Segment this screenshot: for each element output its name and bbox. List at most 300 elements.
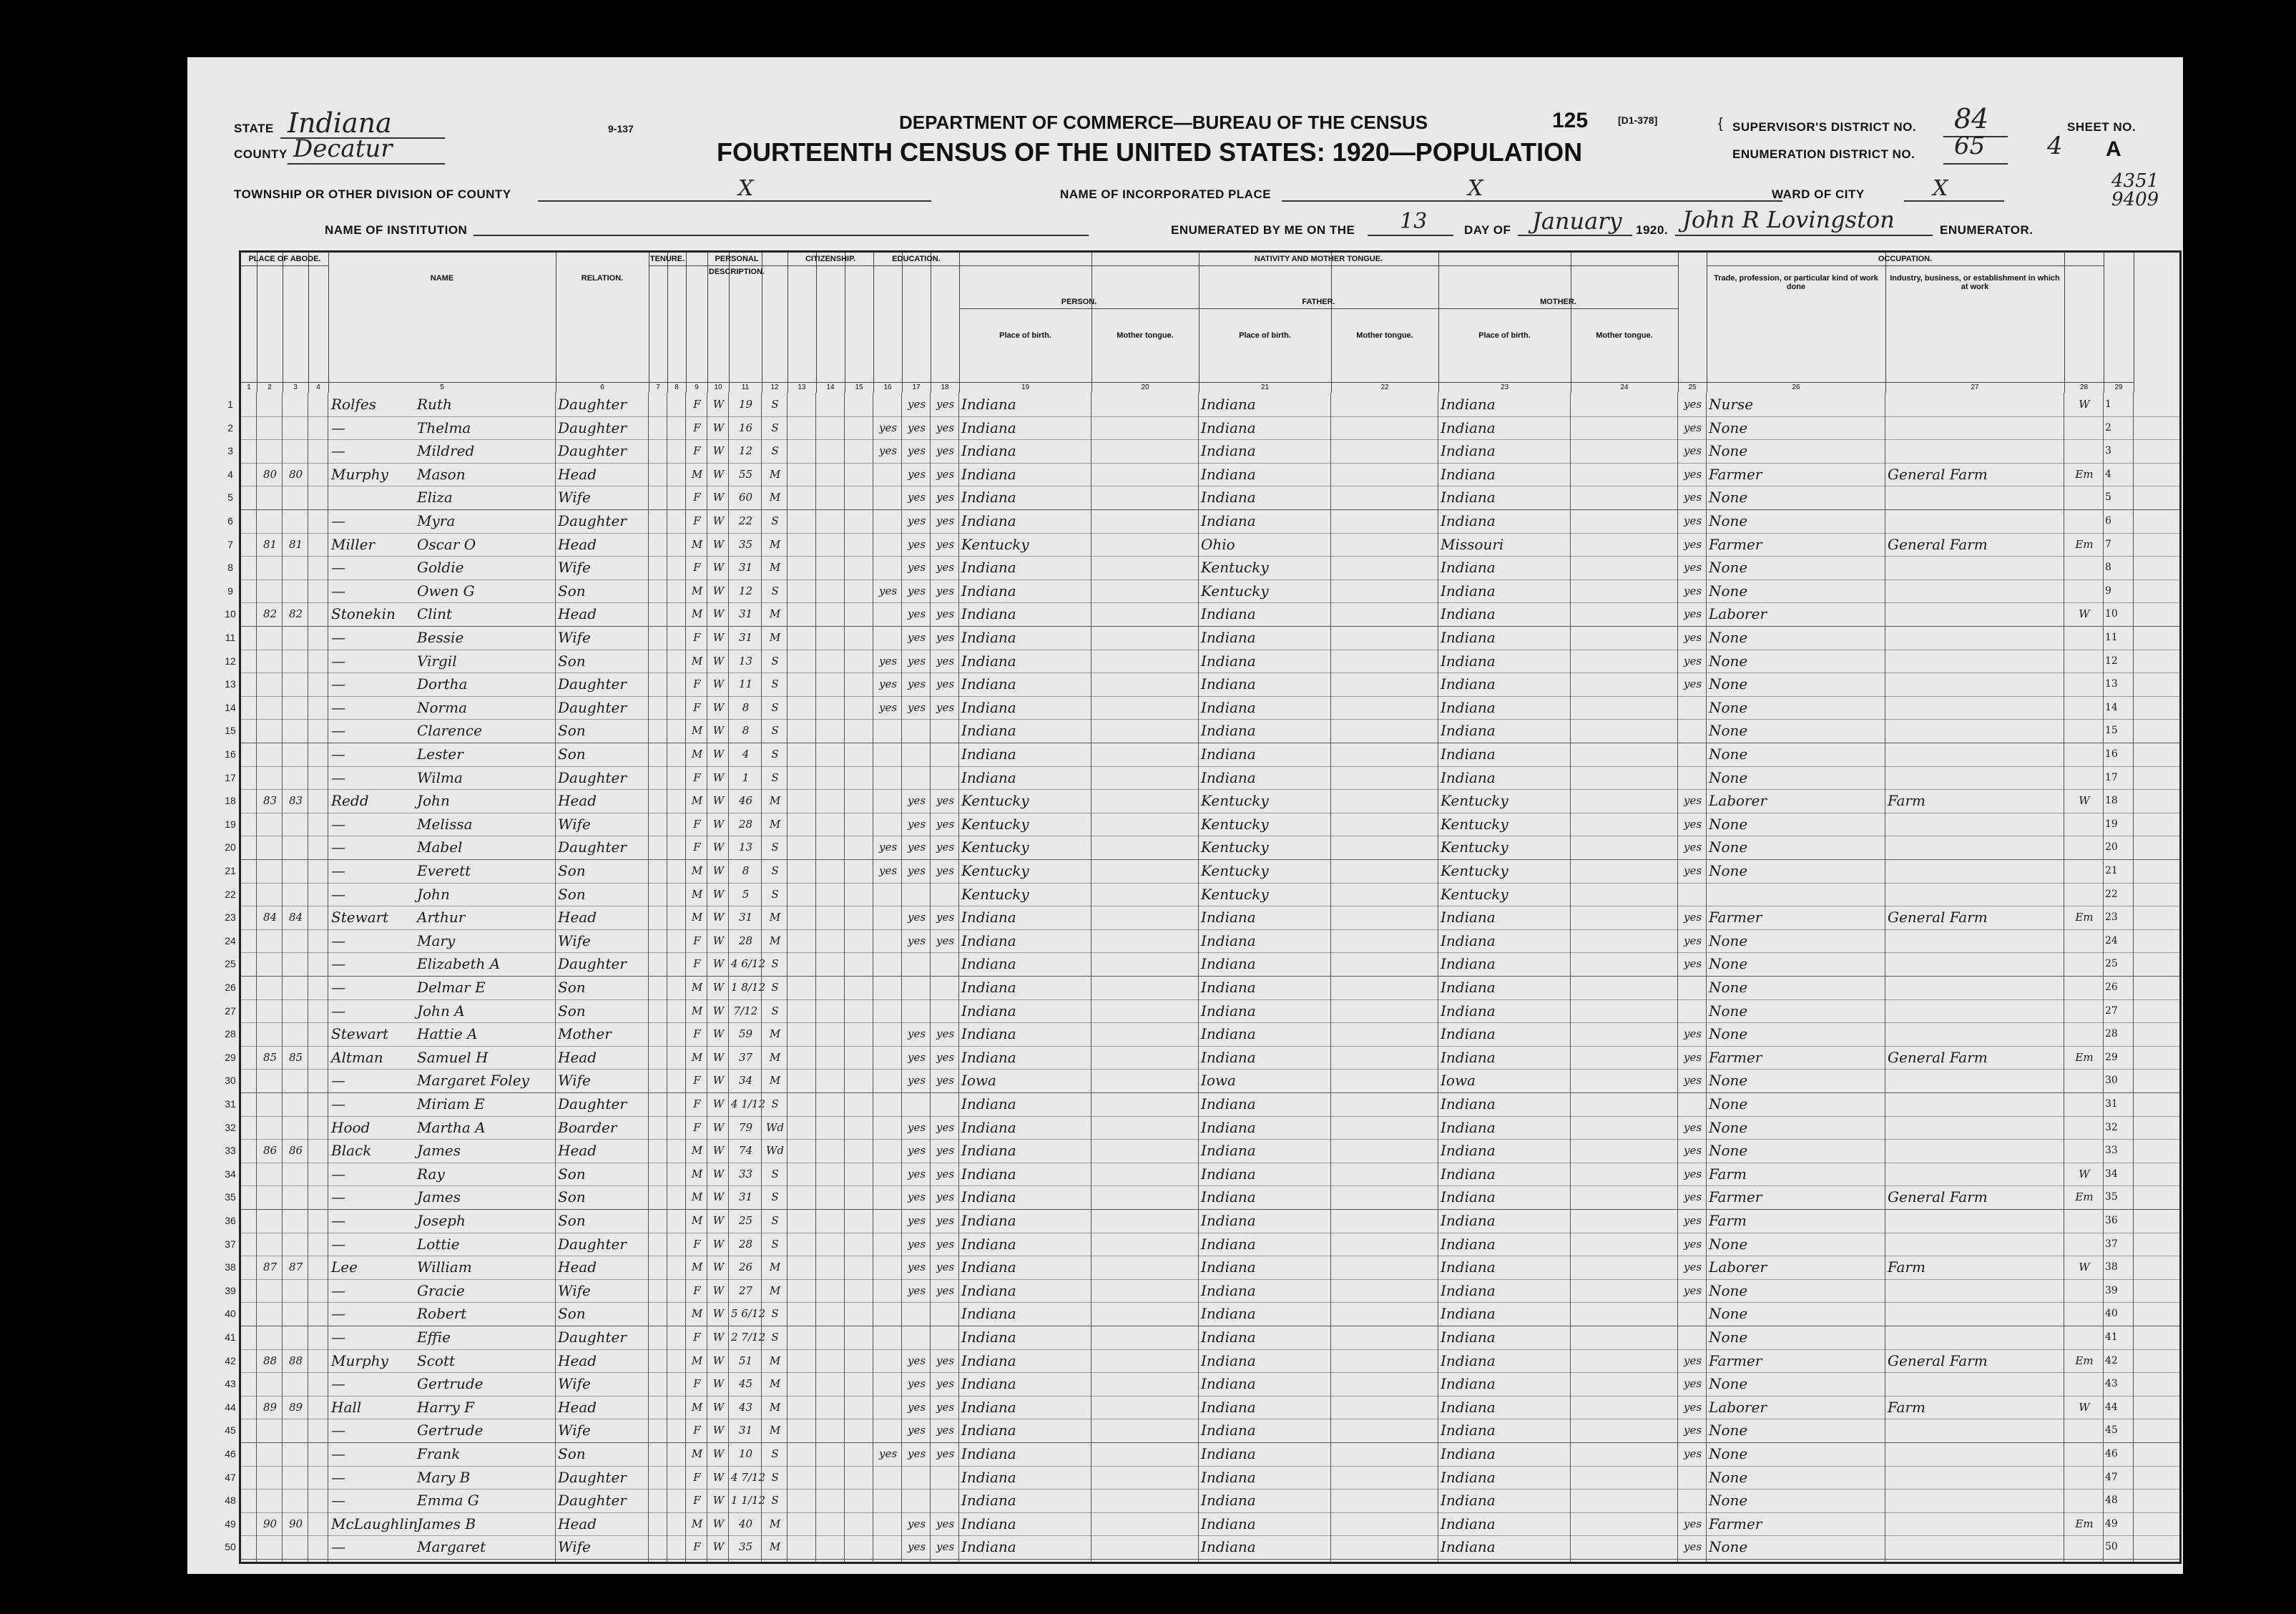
cell-age: 8 bbox=[742, 724, 750, 738]
line-number: 49 bbox=[225, 1517, 236, 1530]
line-number-right: 38 bbox=[2105, 1261, 2118, 1273]
cell-name bbox=[331, 511, 554, 531]
table-row bbox=[225, 602, 2179, 627]
column-label: Mother tongue. bbox=[1356, 331, 1413, 340]
table-row bbox=[225, 1022, 2179, 1047]
line-number: 36 bbox=[225, 1215, 236, 1226]
cell-mpob: Indiana bbox=[1441, 1445, 1496, 1462]
cell-age: 7/12 bbox=[733, 1004, 758, 1017]
line-number-right: 39 bbox=[2105, 1284, 2118, 1296]
cell-given-name: Gracie bbox=[417, 1281, 465, 1299]
cell-write: yes bbox=[936, 841, 955, 854]
cell-rel: Daughter bbox=[558, 955, 627, 973]
cell-fpob: Indiana bbox=[1201, 979, 1256, 996]
cell-fpob: Indiana bbox=[1201, 1375, 1256, 1393]
column-rule bbox=[1706, 393, 1707, 1562]
cell-given-name: Mabel bbox=[417, 838, 463, 856]
line-number-right: 32 bbox=[2105, 1121, 2118, 1133]
cell-eng: yes bbox=[1683, 607, 1702, 621]
incorporated-label: NAME OF INCORPORATED PLACE bbox=[1060, 187, 1272, 201]
cell-eng: yes bbox=[1683, 1424, 1702, 1437]
column-number: 12 bbox=[762, 382, 788, 393]
cell-name bbox=[331, 651, 554, 671]
cell-race: W bbox=[712, 421, 725, 434]
cell-sex: F bbox=[693, 1097, 701, 1110]
state-value: Indiana bbox=[288, 107, 392, 139]
cell-sex: M bbox=[691, 1190, 703, 1204]
column-header-29 bbox=[2104, 253, 2134, 393]
cell-trade: Farmer bbox=[1709, 535, 1762, 553]
cell-fpob: Indiana bbox=[1201, 1329, 1256, 1346]
cell-sex: F bbox=[693, 514, 701, 527]
cell-hh: 82 bbox=[263, 607, 278, 621]
cell-pob: Kentucky bbox=[961, 792, 1029, 810]
cell-cls: W bbox=[2079, 398, 2090, 411]
cell-mpob: Indiana bbox=[1441, 979, 1496, 996]
cell-race: W bbox=[712, 1237, 725, 1251]
cell-hh: 86 bbox=[263, 1144, 278, 1158]
cell-mpob: Indiana bbox=[1441, 512, 1496, 529]
cell-given-name: Gertrude bbox=[417, 1375, 484, 1393]
cell-trade: None bbox=[1709, 1072, 1748, 1090]
table-row bbox=[225, 1466, 2179, 1490]
cell-fpob: Kentucky bbox=[1201, 885, 1269, 903]
cell-eng: yes bbox=[1683, 1214, 1702, 1227]
cell-race: W bbox=[712, 1283, 725, 1297]
column-number: 8 bbox=[667, 382, 686, 393]
column-rule bbox=[901, 393, 902, 1562]
cell-name bbox=[331, 1537, 554, 1557]
line-number-right: 30 bbox=[2105, 1075, 2118, 1087]
cell-age: 1 bbox=[742, 771, 750, 784]
cell-given-name: Ruth bbox=[417, 396, 452, 413]
line-number: 28 bbox=[225, 1028, 236, 1040]
line-number-right: 25 bbox=[2105, 958, 2118, 970]
cell-write: yes bbox=[936, 1167, 955, 1180]
cell-race: W bbox=[712, 561, 725, 574]
cell-trade: Nurse bbox=[1709, 396, 1754, 413]
table-row bbox=[227, 579, 2179, 604]
table-row bbox=[225, 1046, 2179, 1070]
cell-rel: Head bbox=[558, 1142, 597, 1160]
cell-rel: Boarder bbox=[558, 1118, 617, 1136]
cell-fpob: Indiana bbox=[1201, 512, 1256, 529]
enumerator-name: John R Lovingston bbox=[1682, 206, 1895, 233]
cell-read: yes bbox=[907, 398, 926, 411]
table-row bbox=[227, 556, 2179, 580]
cell-mar: S bbox=[771, 1004, 779, 1017]
cell-sex: F bbox=[693, 1074, 701, 1087]
cell-name bbox=[331, 720, 554, 740]
cell-pob: Indiana bbox=[961, 442, 1016, 460]
cell-ind: General Farm bbox=[1888, 535, 1988, 553]
cell-given-name: Lottie bbox=[417, 1235, 460, 1253]
cell-mpob: Indiana bbox=[1441, 1492, 1496, 1510]
cell-pob: Indiana bbox=[961, 931, 1016, 949]
cell-age: 28 bbox=[738, 1237, 753, 1251]
cell-mpob: Indiana bbox=[1441, 489, 1496, 507]
line-number-right: 3 bbox=[2105, 445, 2111, 457]
cell-mar: M bbox=[769, 817, 781, 831]
cell-rel: Head bbox=[558, 1048, 597, 1066]
cell-age: 25 bbox=[738, 1214, 753, 1227]
line-number: 33 bbox=[225, 1145, 236, 1157]
table-row bbox=[225, 1116, 2179, 1140]
cell-fpob: Indiana bbox=[1201, 605, 1256, 623]
cell-age: 43 bbox=[738, 1400, 753, 1414]
cell-age: 31 bbox=[738, 607, 753, 621]
cell-rel: Daughter bbox=[558, 768, 627, 786]
cell-surname: — bbox=[331, 768, 345, 786]
cell-sex: F bbox=[693, 1470, 701, 1484]
cell-mar: S bbox=[771, 1237, 779, 1251]
cell-fam: 89 bbox=[288, 1400, 303, 1414]
cell-write: yes bbox=[936, 654, 955, 667]
column-rule bbox=[958, 393, 959, 1562]
cell-rel: Head bbox=[558, 1398, 597, 1416]
cell-age: 59 bbox=[738, 1027, 753, 1041]
cell-surname: — bbox=[331, 698, 345, 716]
cell-sex: M bbox=[691, 1214, 703, 1227]
cell-given-name: Elizabeth A bbox=[417, 955, 501, 973]
cell-name bbox=[331, 1490, 554, 1510]
cell-sex: M bbox=[691, 607, 703, 621]
cell-trade: None bbox=[1709, 1095, 1748, 1112]
cell-write: yes bbox=[936, 934, 955, 947]
census-sheet: STATE Indiana COUNTY Decatur 9-137 DEPARTMENT OF COMMERCE—BUREAU OF THE CENSUS 125 [D1-378] FOURTEENTH CENSUS OF THE UNITED STATES: 1920—POPULATION { SUPERVISOR'S DISTRICT NO. 84 ENUMERATION DISTRICT NO. 65 SHEET NO. 4 A TOWNSHIP OR OTHER DIVISION OF COUNTY X NAME OF INCORPORATED PLACE X WARD OF CITY X 4351 9409 NAME OF INSTITUTION ENUMERATED BY ME ON THE 13 DAY OF January 1920. John R Lovingston ENUMERATOR. 1 2 3 4 NAME 5 RELATION. 6 7 8 9 10 11 12 13 14 15 16 17 18 Place of birth. 19 Mother tongue. 20 Place of birth. 21 Mother tongue. 22 Place of birth. 23 Mother tongue. 24 25 Trade, profession, or particular kind of work done 26 Industry, business, or establishment in which at work 27 28 29 PLACE OF ABODE. TENURE. PERSONAL DESCRIPTION. CITIZENSHIP. EDUCATION. NATIVITY AND MOTHER TONGUE. OCCUPATION. PERSON. FATHER. MOTHER. Rolfes Ruth Daughter F W 19 S yes yes Indiana Indiana Indiana yes Nurse W 1 1 — Thelma Daughter F W 16 S yes yes yes Indiana Indiana Indiana yes None 2 2 — Mildred Daughter F W 12 S yes yes yes Indiana Indiana Indiana yes None 3 3 80 80 Murphy Mason Head M W 55 M yes yes Indiana Indiana Indiana yes Farmer General Farm Em 4 4 Eliza Wife F W 60 M yes yes Indiana Indiana Indiana yes None 5 5 — Myra Daughter F W 22 S yes yes Indiana Indiana Indiana yes None 6 6 81 81 Miller Oscar O Head M W 35 M yes yes Kentucky Ohio Missouri yes Farmer General Farm Em 7 7 — Goldie Wife F W 31 M yes yes Indiana Kentucky Indiana yes None 8 8 — Owen G Son M W 12 S yes yes yes Indiana Kentucky Indiana yes None 9 9 82 82 Stonekin Clint Head M W 31 M yes yes Indiana Indiana Indiana yes Laborer W 10 10 — Bessie Wife F W 31 M yes yes Indiana Indiana Indiana yes None 11 11 — Virgil Son M W 13 S yes yes yes Indiana Indiana Indiana yes None 12 12 — Dortha Daughter F W 11 S yes yes yes Indiana Indiana Indiana yes None 13 13 — Norma Daughter F W 8 S yes yes yes Indiana Indiana Indiana None 14 14 — Clarence Son M W 8 S Indiana Indiana Indiana None 15 15 — Lester Son M W 4 S Indiana Indiana Indiana None 16 16 — Wilma Daughter F W 1 S Indiana Indiana Indiana None 17 17 83 83 Redd John Head M W 46 M yes yes Kentucky Kentucky Kentucky yes Laborer Farm W 18 18 — Melissa Wife F W 28 M yes yes Kentucky Kentucky Kentucky yes None 19 19 — Mabel Daughter F W 13 S yes yes yes Kentucky Kentucky Kentucky yes None 20 20 — Everett Son M W 8 S yes yes yes Kentucky Kentucky Kentucky yes None 21 21 — John Son M W 5 S Kentucky Kentucky Kentucky 22 22 84 84 Stewart Arthur Head M W 31 M yes yes Indiana Indiana Indiana yes Farmer General Farm Em 23 23 — Mary Wife F W 28 M yes yes Indiana Indiana Indiana yes None 24 24 — Elizabeth A Daughter F W 4 6/12 S Indiana Indiana Indiana yes None 25 25 — Delmar E Son M W 1 8/12 S Indiana Indiana Indiana None 26 26 — John A Son M W 7/12 S Indiana Indiana Indiana None 27 27 Stewart Hattie A Mother F W 59 M yes yes Indiana Indiana Indiana yes None 28 28 85 85 Altman Samuel H Head M W 37 M yes yes Indiana Indiana Indiana yes Farmer General Farm Em 29 29 — Margaret Foley Wife F W 34 M yes yes Iowa Iowa Iowa yes None 30 30 — Miriam E Daughter F W 4 1/12 S Indiana Indiana Indiana None 31 31 Hood Martha A Boarder F W 79 Wd yes yes Indiana Indiana Indiana yes None 32 32 86 86 Black James Head M W 74 Wd yes yes Indiana Indiana Indiana yes None 33 33 — Ray Son M W 33 S yes yes Indiana Indiana Indiana yes Farm W 34 34 — James Son M W 31 S yes yes Indiana Indiana Indiana yes Farmer General Farm Em 35 35 — Joseph Son M W 25 S yes yes Indiana Indiana Indiana yes Farm 36 36 — Lottie Daughter F W 28 S yes yes Indiana Indiana Indiana yes None 37 37 87 87 Lee William Head M W 26 M yes yes Indiana Indiana Indiana yes Laborer Farm W 38 38 — Gracie Wife F W 27 M yes yes Indiana Indiana Indiana yes None 39 39 — Robert Son M W 5 6/12 S Indiana Indiana Indiana None 40 40 — Effie Daughter F W 2 7/12 S Indiana Indiana Indiana None 41 41 88 88 Murphy Scott Head M W 51 M yes yes Indiana Indiana Indiana yes Farmer General Farm Em 42 42 — Gertrude Wife F W 45 M yes yes Indiana Indiana Indiana yes None 43 43 89 89 Hall Harry F Head M W 43 M yes yes Indiana Indiana Indiana yes Laborer Farm W 44 44 — Gertrude Wife F W 31 M yes yes Indiana Indiana Indiana yes None 45 45 — Frank Son M W 10 S yes yes yes Indiana Indiana Indiana yes None 46 46 — Mary B Daughter F W 4 7/12 S Indiana Indiana Indiana None 47 47 — Emma G Daughter F W 1 1/12 S Indiana Indiana Indiana None 48 48 90 90 McLaughlinJames B Head M W 40 M yes yes Indiana Indiana Indiana yes Farmer Em 49 49 — Margaret Wife F W 35 M yes yes Indiana Indiana Indiana yes None 50 50 bbox=[187, 57, 2183, 1574]
cell-race: W bbox=[712, 981, 725, 994]
column-number: 1 bbox=[241, 382, 257, 393]
cell-sex: F bbox=[693, 700, 701, 714]
group-header-mother: MOTHER. bbox=[1438, 295, 1679, 309]
column-label: Industry, business, or establishment in which at work bbox=[1890, 274, 2060, 291]
cell-surname: Murphy bbox=[331, 465, 388, 483]
column-label: Place of birth. bbox=[999, 331, 1051, 340]
cell-write: yes bbox=[936, 1400, 955, 1414]
cell-cls: Em bbox=[2075, 1517, 2094, 1530]
line-number-right: 22 bbox=[2105, 888, 2118, 900]
column-number: 29 bbox=[2104, 382, 2134, 393]
cell-write: yes bbox=[936, 514, 955, 527]
cell-cls: Em bbox=[2075, 911, 2094, 924]
cell-age: 74 bbox=[738, 1144, 753, 1158]
line-number-right: 44 bbox=[2105, 1401, 2118, 1413]
cell-mar: M bbox=[769, 1283, 781, 1297]
column-header-18 bbox=[931, 253, 960, 393]
cell-sch: yes bbox=[878, 444, 898, 458]
cell-fpob: Indiana bbox=[1201, 1351, 1256, 1369]
cell-trade: None bbox=[1709, 442, 1748, 460]
group-header-father: FATHER. bbox=[1199, 295, 1439, 309]
cell-read: yes bbox=[907, 467, 926, 481]
cell-read: yes bbox=[907, 864, 926, 877]
cell-write: yes bbox=[936, 1074, 955, 1087]
cell-given-name: Wilma bbox=[417, 768, 463, 786]
cell-surname: — bbox=[331, 1165, 345, 1183]
cell-pob: Kentucky bbox=[961, 535, 1029, 553]
cell-sex: M bbox=[691, 1517, 703, 1530]
cell-read: yes bbox=[907, 1517, 926, 1530]
township-value: X bbox=[738, 176, 754, 201]
cell-fpob: Indiana bbox=[1201, 1095, 1256, 1112]
cell-pob: Indiana bbox=[961, 629, 1016, 646]
cell-write: yes bbox=[936, 817, 955, 831]
cell-given-name: Delmar E bbox=[417, 979, 486, 996]
line-number: 1 bbox=[227, 398, 233, 410]
cell-age: 46 bbox=[738, 794, 753, 808]
table-row bbox=[225, 1256, 2179, 1280]
cell-name bbox=[331, 581, 554, 601]
cell-race: W bbox=[712, 1517, 725, 1530]
cell-age: 4 bbox=[742, 748, 750, 760]
cell-surname: — bbox=[331, 1072, 345, 1090]
line-number: 19 bbox=[225, 818, 236, 830]
cell-rel: Head bbox=[558, 792, 597, 810]
cell-pob: Kentucky bbox=[961, 838, 1029, 856]
institution-label: NAME OF INSTITUTION bbox=[325, 223, 468, 237]
cell-rel: Head bbox=[558, 1351, 597, 1369]
cell-write: yes bbox=[936, 794, 955, 808]
cell-given-name: Mary bbox=[417, 931, 456, 949]
line-number-right: 36 bbox=[2105, 1215, 2118, 1226]
cell-ind: Farm bbox=[1888, 1398, 1925, 1416]
cell-mpob: Indiana bbox=[1441, 1398, 1496, 1416]
cell-surname: — bbox=[331, 1445, 345, 1462]
cell-age: 22 bbox=[738, 514, 753, 527]
cell-surname: — bbox=[331, 722, 345, 740]
cell-mar: S bbox=[771, 957, 779, 971]
column-header-23 bbox=[1438, 253, 1571, 393]
cell-surname: — bbox=[331, 582, 345, 600]
cell-read: yes bbox=[907, 678, 926, 691]
table-row bbox=[225, 1279, 2179, 1304]
cell-hh: 87 bbox=[263, 1261, 278, 1274]
cell-pob: Indiana bbox=[961, 559, 1016, 577]
table-row bbox=[225, 1233, 2179, 1257]
cell-race: W bbox=[712, 1004, 725, 1017]
table-row bbox=[227, 439, 2179, 464]
cell-given-name: Goldie bbox=[417, 559, 464, 577]
page-number: 125 bbox=[1552, 109, 1589, 132]
line-number-right: 15 bbox=[2105, 725, 2118, 737]
cell-mpob: Kentucky bbox=[1441, 885, 1508, 903]
cell-given-name: Eliza bbox=[417, 489, 453, 507]
cell-hh: 80 bbox=[263, 467, 278, 481]
table-row bbox=[225, 650, 2179, 674]
cell-mar: S bbox=[771, 724, 779, 738]
cell-mpob: Indiana bbox=[1441, 955, 1496, 973]
table-row bbox=[225, 1139, 2179, 1163]
line-number-right: 8 bbox=[2105, 562, 2111, 574]
line-number: 5 bbox=[227, 491, 233, 504]
cell-sch: yes bbox=[878, 864, 898, 877]
cell-write: yes bbox=[936, 1120, 955, 1134]
cell-race: W bbox=[712, 1331, 725, 1344]
cell-name bbox=[331, 1210, 554, 1231]
cell-eng: yes bbox=[1683, 1447, 1702, 1460]
cell-eng: yes bbox=[1683, 584, 1702, 597]
column-number: 11 bbox=[729, 382, 762, 393]
cell-read: yes bbox=[907, 421, 926, 434]
cell-age: 28 bbox=[738, 817, 753, 831]
table-row bbox=[225, 1092, 2179, 1117]
table-row bbox=[225, 1535, 2179, 1560]
cell-fpob: Indiana bbox=[1201, 1142, 1256, 1160]
cell-pob: Kentucky bbox=[961, 815, 1029, 833]
column-rule bbox=[685, 393, 686, 1562]
cell-sch: yes bbox=[878, 700, 898, 714]
cell-eng: yes bbox=[1683, 957, 1702, 971]
cell-fpob: Kentucky bbox=[1201, 862, 1269, 879]
line-number: 24 bbox=[225, 934, 236, 947]
cell-hh: 85 bbox=[263, 1050, 278, 1064]
cell-age: 33 bbox=[738, 1167, 753, 1180]
cell-sex: M bbox=[691, 724, 703, 738]
cell-race: W bbox=[712, 631, 725, 644]
cell-rel: Son bbox=[558, 1165, 586, 1183]
cell-fam: 83 bbox=[288, 794, 303, 808]
cell-mar: M bbox=[769, 911, 781, 924]
supervisor-label: SUPERVISOR'S DISTRICT NO. bbox=[1732, 120, 1917, 134]
cell-given-name: Virgil bbox=[417, 652, 457, 670]
cell-pob: Indiana bbox=[961, 1281, 1016, 1299]
cell-race: W bbox=[712, 771, 725, 784]
line-number: 22 bbox=[225, 888, 236, 900]
column-header-17 bbox=[902, 253, 931, 393]
cell-write: yes bbox=[936, 1517, 955, 1530]
column-number: 14 bbox=[816, 382, 845, 393]
column-number: 10 bbox=[707, 382, 729, 393]
line-number-right: 27 bbox=[2105, 1004, 2118, 1017]
column-header-26 bbox=[1707, 253, 1886, 393]
cell-rel: Son bbox=[558, 1445, 586, 1462]
cell-write: yes bbox=[936, 491, 955, 504]
cell-sex: M bbox=[691, 748, 703, 760]
cell-trade: None bbox=[1709, 1281, 1748, 1299]
cell-name bbox=[331, 487, 554, 507]
margin-note: 4351 9409 bbox=[2111, 170, 2159, 210]
line-number-right: 33 bbox=[2105, 1145, 2118, 1157]
cell-given-name: Gertrude bbox=[417, 1422, 484, 1439]
cell-sex: M bbox=[691, 864, 703, 877]
column-header-21 bbox=[1199, 253, 1332, 393]
cell-read: yes bbox=[907, 1354, 926, 1367]
cell-race: W bbox=[712, 467, 725, 481]
cell-sex: F bbox=[693, 421, 701, 434]
table-row bbox=[225, 883, 2179, 907]
cell-fpob: Indiana bbox=[1201, 931, 1256, 949]
cell-mar: M bbox=[769, 561, 781, 574]
cell-eng: yes bbox=[1683, 841, 1702, 854]
cell-race: W bbox=[712, 1400, 725, 1414]
cell-rel: Daughter bbox=[558, 512, 627, 529]
line-number: 34 bbox=[225, 1168, 236, 1180]
cell-mpob: Indiana bbox=[1441, 1422, 1496, 1439]
table-row bbox=[225, 1489, 2179, 1513]
cell-sex: M bbox=[691, 1400, 703, 1414]
cell-read: yes bbox=[907, 1237, 926, 1251]
cell-pob: Indiana bbox=[961, 1398, 1016, 1416]
cell-eng: yes bbox=[1683, 654, 1702, 667]
cell-hh: 83 bbox=[263, 794, 278, 808]
cell-given-name: Oscar O bbox=[417, 535, 476, 553]
cell-pob: Indiana bbox=[961, 979, 1016, 996]
cell-age: 51 bbox=[738, 1354, 753, 1367]
cell-eng: yes bbox=[1683, 421, 1702, 434]
cell-given-name: Clarence bbox=[417, 722, 482, 740]
cell-read: yes bbox=[907, 561, 926, 574]
cell-surname: — bbox=[331, 979, 345, 996]
cell-surname: — bbox=[331, 1235, 345, 1253]
cell-pob: Indiana bbox=[961, 419, 1016, 436]
cell-fpob: Indiana bbox=[1201, 1398, 1256, 1416]
cell-surname: — bbox=[331, 955, 345, 973]
cell-fpob: Indiana bbox=[1201, 652, 1256, 670]
cell-surname: — bbox=[331, 1329, 345, 1346]
cell-sex: F bbox=[693, 841, 701, 854]
cell-pob: Indiana bbox=[961, 1235, 1016, 1253]
cell-pob: Kentucky bbox=[961, 885, 1029, 903]
cell-sex: F bbox=[693, 1027, 701, 1041]
cell-write: yes bbox=[936, 864, 955, 877]
cell-race: W bbox=[712, 1354, 725, 1367]
line-number: 17 bbox=[225, 771, 236, 783]
cell-trade: None bbox=[1709, 1422, 1748, 1439]
cell-eng: yes bbox=[1683, 1237, 1702, 1251]
cell-age: 31 bbox=[738, 1424, 753, 1437]
table-row bbox=[225, 766, 2179, 791]
cell-ind: General Farm bbox=[1888, 909, 1988, 926]
cell-eng: yes bbox=[1683, 537, 1702, 551]
cell-age: 35 bbox=[738, 1540, 753, 1554]
cell-pob: Indiana bbox=[961, 1165, 1016, 1183]
cell-mpob: Indiana bbox=[1441, 629, 1496, 646]
column-rule bbox=[555, 393, 556, 1562]
cell-trade: None bbox=[1709, 652, 1748, 670]
cell-rel: Wife bbox=[558, 815, 591, 833]
column-number: 21 bbox=[1199, 382, 1331, 393]
cell-trade: None bbox=[1709, 512, 1748, 529]
supervisor-value: 84 bbox=[1954, 103, 1989, 134]
cell-read: yes bbox=[907, 1261, 926, 1274]
cell-read: yes bbox=[907, 700, 926, 714]
cell-read: yes bbox=[907, 491, 926, 504]
cell-fpob: Indiana bbox=[1201, 1025, 1256, 1043]
cell-surname: — bbox=[331, 1212, 345, 1229]
cell-trade: None bbox=[1709, 419, 1748, 436]
cell-ind: General Farm bbox=[1888, 1048, 1988, 1066]
cell-race: W bbox=[712, 1470, 725, 1484]
cell-sex: F bbox=[693, 1494, 701, 1507]
cell-mpob: Indiana bbox=[1441, 1281, 1496, 1299]
cell-given-name: Margaret bbox=[417, 1538, 486, 1556]
cell-mar: M bbox=[769, 1050, 781, 1064]
cell-rel: Head bbox=[558, 1258, 597, 1276]
cell-rel: Son bbox=[558, 652, 586, 670]
cell-age: 16 bbox=[738, 421, 753, 434]
cell-sex: M bbox=[691, 794, 703, 808]
cell-fam: 85 bbox=[288, 1050, 303, 1064]
line-number-right: 45 bbox=[2105, 1424, 2118, 1437]
cell-given-name: Harry F bbox=[417, 1398, 475, 1416]
line-number: 3 bbox=[227, 445, 233, 457]
cell-race: W bbox=[712, 1120, 725, 1134]
cell-trade: Laborer bbox=[1709, 1258, 1767, 1276]
cell-race: W bbox=[712, 700, 725, 714]
cell-surname: — bbox=[331, 745, 345, 763]
cell-name bbox=[331, 1304, 554, 1324]
cell-read: yes bbox=[907, 1540, 926, 1554]
